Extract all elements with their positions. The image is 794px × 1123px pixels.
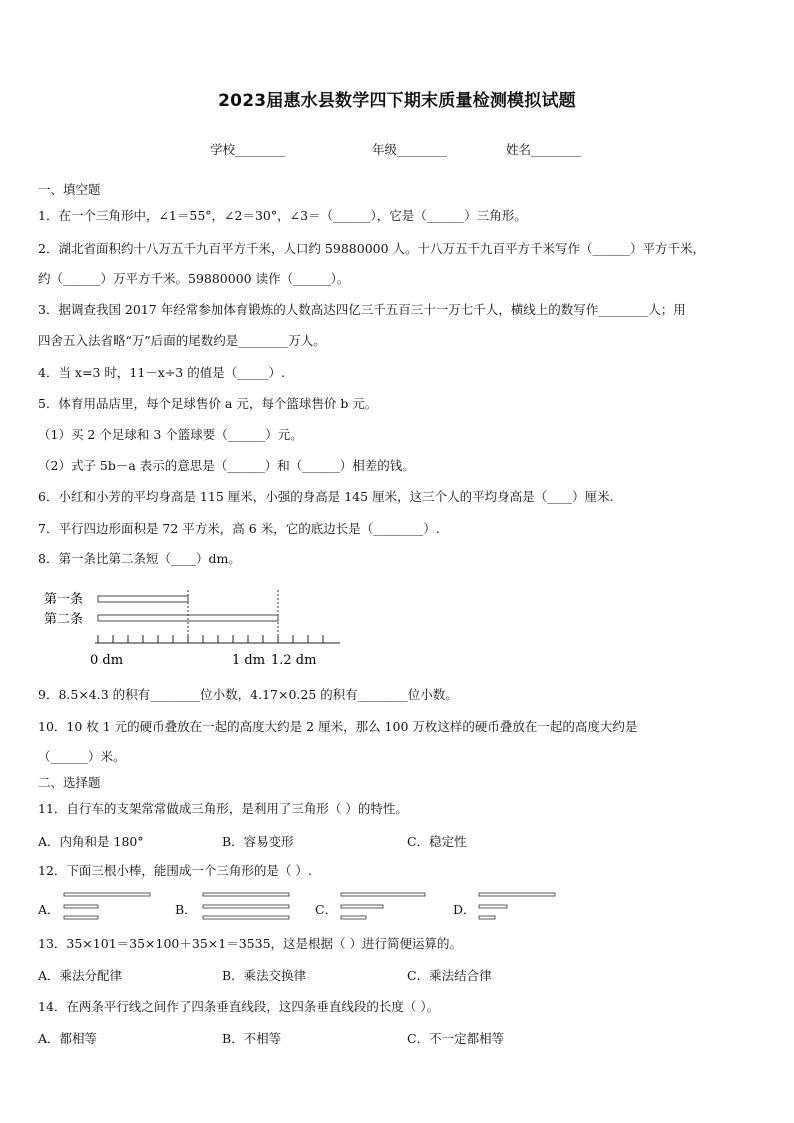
stick-c-3 xyxy=(341,916,366,919)
question-3-line-1: 3．据调查我国 2017 年经常参加体育锻炼的人数高达四亿三千五百三十一万七千人，横线上的数写作________人；用 xyxy=(38,302,686,317)
question-2-line-2: 约（______）万平方千米。59880000 读作（______）。 xyxy=(38,271,350,286)
stick-a-1 xyxy=(64,893,150,896)
question-14: 14．在两条平行线之间作了四条垂直线段，这四条垂直线段的长度（ ）。 xyxy=(38,999,440,1014)
tick-label-1-dm: 1 dm xyxy=(232,653,266,668)
question-5: 5．体育用品店里，每个足球售价 a 元，每个篮球售价 b 元。 xyxy=(38,396,378,411)
first-line-label: 第一条 xyxy=(44,592,84,607)
stick-options-figure xyxy=(0,888,794,928)
question-2-line-1: 2．湖北省面积约十八万五千九百平方千米，人口约 59880000 人。十八万五千九百平方千米写作（______）平方千米， xyxy=(38,241,706,256)
page-title: 2023届惠水县数学四下期末质量检测模拟试题 xyxy=(218,91,576,111)
section-heading-fill-blank: 一、填空题 xyxy=(38,182,101,197)
q11-option-c[interactable]: C．稳定性 xyxy=(407,834,467,849)
question-13: 13．35×101＝35×100＋35×1＝3535，这是根据（ ）进行简便运算的。 xyxy=(38,936,462,951)
question-7: 7．平行四边形面积是 72 平方米，高 6 米，它的底边长是（________）. xyxy=(38,521,440,536)
first-line-bar xyxy=(98,596,188,602)
school-field[interactable]: 学校________ xyxy=(210,142,286,157)
q11-option-a[interactable]: A．内角和是 180° xyxy=(38,834,144,849)
stick-d-3 xyxy=(479,916,495,919)
q14-option-a[interactable]: A．都相等 xyxy=(38,1031,98,1046)
student-info-row xyxy=(0,140,794,160)
q12-option-d[interactable]: D． xyxy=(453,902,476,917)
question-10-line-1: 10．10 枚 1 元的硬币叠放在一起的高度大约是 2 厘米，那么 100 万枚这样的硬币叠放在一起的高度大约是 xyxy=(38,719,638,734)
question-8: 8．第一条比第二条短（____）dm。 xyxy=(38,551,241,566)
question-10-line-2: （______）米。 xyxy=(38,749,126,764)
stick-a-3 xyxy=(64,916,98,919)
stick-b-2 xyxy=(203,905,289,908)
q14-option-c[interactable]: C．不一定都相等 xyxy=(407,1031,505,1046)
q13-option-c[interactable]: C．乘法结合律 xyxy=(407,968,492,983)
question-4: 4．当 x=3 时，11－x÷3 的值是（_____）. xyxy=(38,365,285,380)
stick-c-2 xyxy=(341,905,383,908)
name-field[interactable]: 姓名________ xyxy=(506,142,582,157)
stick-a-2 xyxy=(64,905,98,908)
section-heading-choice: 二、选择题 xyxy=(38,775,101,790)
stick-d-1 xyxy=(479,893,555,896)
q14-option-b[interactable]: B．不相等 xyxy=(222,1031,282,1046)
question-11: 11．自行车的支架常常做成三角形，是利用了三角形（ ）的特性。 xyxy=(38,801,408,816)
question-6: 6．小红和小芳的平均身高是 115 厘米，小强的身高是 145 厘米，这三个人的平均身高是（____）厘米. xyxy=(38,489,614,504)
stick-c-1 xyxy=(341,893,425,896)
tick-label-1-2-dm: 1.2 dm xyxy=(271,653,317,668)
q13-option-b[interactable]: B．乘法交换律 xyxy=(222,968,307,983)
q11-option-b[interactable]: B．容易变形 xyxy=(222,834,294,849)
q12-option-b[interactable]: B． xyxy=(175,902,197,917)
question-1: 1．在一个三角形中，∠1＝55°，∠2＝30°，∠3＝（______），它是（______）三角形。 xyxy=(38,208,527,223)
q12-option-a[interactable]: A． xyxy=(38,902,60,917)
grade-field[interactable]: 年级________ xyxy=(372,142,448,157)
question-3-line-2: 四舍五入法省略“万”后面的尾数约是________万人。 xyxy=(38,333,326,348)
question-12: 12．下面三根小棒，能围成一个三角形的是（ ）. xyxy=(38,863,312,878)
q13-option-a[interactable]: A．乘法分配律 xyxy=(38,968,123,983)
question-5-part-1: （1）买 2 个足球和 3 个篮球要（______）元。 xyxy=(38,427,303,442)
tick-label-0-dm: 0 dm xyxy=(90,653,124,668)
q12-option-c[interactable]: C． xyxy=(315,902,338,917)
second-line-label: 第二条 xyxy=(44,612,84,627)
line-length-figure xyxy=(40,585,360,670)
stick-b-3 xyxy=(203,916,289,919)
stick-b-1 xyxy=(203,893,289,896)
stick-d-2 xyxy=(479,905,507,908)
question-5-part-2: （2）式子 5b－a 表示的意思是（______）和（______）相差的钱。 xyxy=(38,458,415,473)
question-9: 9．8.5×4.3 的积有________位小数，4.17×0.25 的积有________位小数。 xyxy=(38,687,458,702)
